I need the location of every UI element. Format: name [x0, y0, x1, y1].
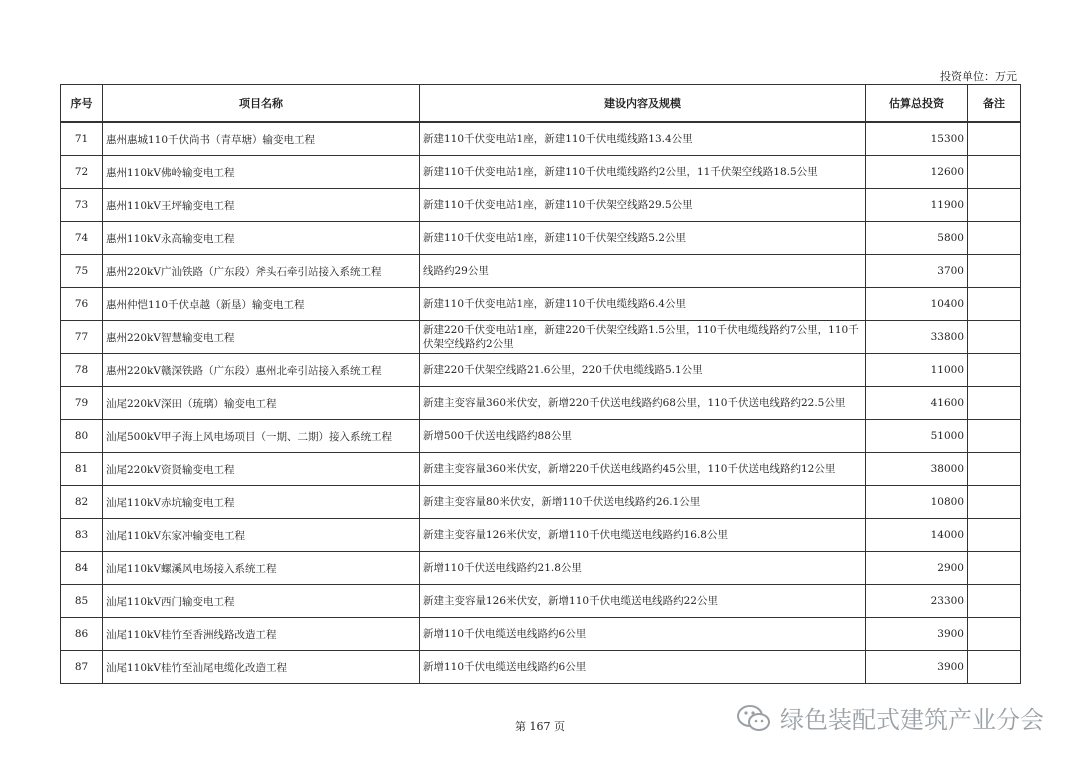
cell-construction-scope: 新建110千伏变电站1座，新建110千伏电缆线路6.4公里	[420, 288, 866, 321]
cell-note	[968, 354, 1021, 387]
wechat-icon	[736, 703, 772, 733]
header-project-name: 项目名称	[103, 85, 420, 123]
header-index: 序号	[61, 85, 103, 123]
cell-total-investment: 3700	[866, 255, 968, 288]
cell-project-name: 汕尾500kV甲子海上风电场项目（一期、二期）接入系统工程	[103, 420, 420, 453]
cell-total-investment: 14000	[866, 519, 968, 552]
cell-total-investment: 38000	[866, 453, 968, 486]
cell-construction-scope: 新增500千伏送电线路约88公里	[420, 420, 866, 453]
cell-index: 81	[61, 453, 103, 486]
cell-note	[968, 618, 1021, 651]
cell-total-investment: 3900	[866, 651, 968, 684]
cell-index: 73	[61, 189, 103, 222]
cell-project-name: 汕尾110kV螺溪风电场接入系统工程	[103, 552, 420, 585]
cell-note	[968, 387, 1021, 420]
cell-index: 79	[61, 387, 103, 420]
cell-index: 77	[61, 321, 103, 354]
table-row	[61, 552, 1021, 585]
cell-index: 85	[61, 585, 103, 618]
cell-project-name: 汕尾110kV桂竹至香洲线路改造工程	[103, 618, 420, 651]
cell-total-investment: 12600	[866, 156, 968, 189]
cell-project-name: 惠州220kV广汕铁路（广东段）斧头石牵引站接入系统工程	[103, 255, 420, 288]
cell-construction-scope: 新增110千伏电缆送电线路约6公里	[420, 651, 866, 684]
cell-total-investment: 33800	[866, 321, 968, 354]
cell-total-investment: 10400	[866, 288, 968, 321]
table-header-row	[61, 85, 1021, 123]
cell-total-investment: 10800	[866, 486, 968, 519]
cell-total-investment: 41600	[866, 387, 968, 420]
header-total-investment: 估算总投资	[866, 85, 968, 123]
table-row	[61, 651, 1021, 684]
cell-project-name: 惠州220kV赣深铁路（广东段）惠州北牵引站接入系统工程	[103, 354, 420, 387]
cell-index: 74	[61, 222, 103, 255]
cell-note	[968, 222, 1021, 255]
cell-note	[968, 122, 1021, 156]
cell-project-name: 汕尾110kV东家冲输变电工程	[103, 519, 420, 552]
cell-index: 75	[61, 255, 103, 288]
cell-construction-scope: 新建主变容量126米伏安，新增110千伏电缆送电线路约22公里	[420, 585, 866, 618]
cell-note	[968, 420, 1021, 453]
table-row	[61, 453, 1021, 486]
cell-index: 82	[61, 486, 103, 519]
watermark	[736, 700, 1044, 735]
cell-index: 87	[61, 651, 103, 684]
cell-note	[968, 255, 1021, 288]
cell-construction-scope: 新建主变容量360米伏安，新增220千伏送电线路约68公里，110千伏送电线路约22.5公里	[420, 387, 866, 420]
cell-project-name: 汕尾110kV桂竹至汕尾电缆化改造工程	[103, 651, 420, 684]
cell-total-investment: 2900	[866, 552, 968, 585]
cell-note	[968, 189, 1021, 222]
cell-construction-scope: 新建主变容量80米伏安，新增110千伏送电线路约26.1公里	[420, 486, 866, 519]
cell-index: 86	[61, 618, 103, 651]
cell-total-investment: 15300	[866, 122, 968, 156]
cell-construction-scope: 新建110千伏变电站1座，新建110千伏架空线路29.5公里	[420, 189, 866, 222]
cell-index: 84	[61, 552, 103, 585]
table-row	[61, 255, 1021, 288]
table-row	[61, 156, 1021, 189]
cell-construction-scope: 新增110千伏电缆送电线路约6公里	[420, 618, 866, 651]
cell-project-name: 惠州仲恺110千伏卓越（新垦）输变电工程	[103, 288, 420, 321]
table-row	[61, 321, 1021, 354]
table-row	[61, 354, 1021, 387]
cell-note	[968, 519, 1021, 552]
cell-note	[968, 552, 1021, 585]
cell-index: 76	[61, 288, 103, 321]
cell-total-investment: 5800	[866, 222, 968, 255]
cell-construction-scope: 新建220千伏变电站1座，新建220千伏架空线路1.5公里，110千伏电缆线路约7公里，110千伏架空线路约2公里	[420, 321, 866, 354]
cell-note	[968, 585, 1021, 618]
cell-project-name: 汕尾110kV西门输变电工程	[103, 585, 420, 618]
cell-note	[968, 321, 1021, 354]
cell-construction-scope: 新增110千伏送电线路约21.8公里	[420, 552, 866, 585]
cell-construction-scope: 新建220千伏架空线路21.6公里，220千伏电缆线路5.1公里	[420, 354, 866, 387]
cell-note	[968, 453, 1021, 486]
table-row	[61, 519, 1021, 552]
cell-construction-scope: 新建主变容量126米伏安，新增110千伏电缆送电线路约16.8公里	[420, 519, 866, 552]
table-row	[61, 486, 1021, 519]
cell-project-name: 惠州220kV智慧输变电工程	[103, 321, 420, 354]
table-row	[61, 288, 1021, 321]
cell-construction-scope: 新建110千伏变电站1座，新建110千伏电缆线路约2公里，11千伏架空线路18.5公里	[420, 156, 866, 189]
table-row	[61, 585, 1021, 618]
cell-project-name: 惠州惠城110千伏尚书（青草塘）输变电工程	[103, 122, 420, 156]
cell-index: 80	[61, 420, 103, 453]
table-row	[61, 618, 1021, 651]
cell-project-name: 汕尾110kV赤坑输变电工程	[103, 486, 420, 519]
cell-construction-scope: 新建主变容量360米伏安，新增220千伏送电线路约45公里，110千伏送电线路约12公里	[420, 453, 866, 486]
cell-total-investment: 3900	[866, 618, 968, 651]
cell-note	[968, 651, 1021, 684]
cell-note	[968, 486, 1021, 519]
cell-total-investment: 51000	[866, 420, 968, 453]
cell-index: 78	[61, 354, 103, 387]
cell-note	[968, 288, 1021, 321]
cell-project-name: 惠州110kV王坪输变电工程	[103, 189, 420, 222]
page-number: 第 167 页	[515, 720, 565, 733]
cell-total-investment: 23300	[866, 585, 968, 618]
cell-note	[968, 156, 1021, 189]
cell-construction-scope: 线路约29公里	[420, 255, 866, 288]
table-row	[61, 420, 1021, 453]
cell-total-investment: 11900	[866, 189, 968, 222]
header-note: 备注	[968, 85, 1021, 123]
investment-unit-label: 投资单位：万元	[940, 70, 1017, 83]
cell-construction-scope: 新建110千伏变电站1座，新建110千伏电缆线路13.4公里	[420, 122, 866, 156]
project-table	[60, 84, 1021, 684]
cell-project-name: 惠州110kV永高输变电工程	[103, 222, 420, 255]
cell-construction-scope: 新建110千伏变电站1座，新建110千伏架空线路5.2公里	[420, 222, 866, 255]
table-row	[61, 122, 1021, 156]
cell-total-investment: 11000	[866, 354, 968, 387]
cell-index: 72	[61, 156, 103, 189]
table-row	[61, 222, 1021, 255]
header-construction-scope: 建设内容及规模	[420, 85, 866, 123]
cell-project-name: 惠州110kV佛岭输变电工程	[103, 156, 420, 189]
cell-index: 71	[61, 122, 103, 156]
table-row	[61, 189, 1021, 222]
cell-index: 83	[61, 519, 103, 552]
table-row	[61, 387, 1021, 420]
cell-project-name: 汕尾220kV深田（琉璃）输变电工程	[103, 387, 420, 420]
watermark-text: 绿色装配式建筑产业分会	[780, 706, 1044, 734]
cell-project-name: 汕尾220kV资贤输变电工程	[103, 453, 420, 486]
